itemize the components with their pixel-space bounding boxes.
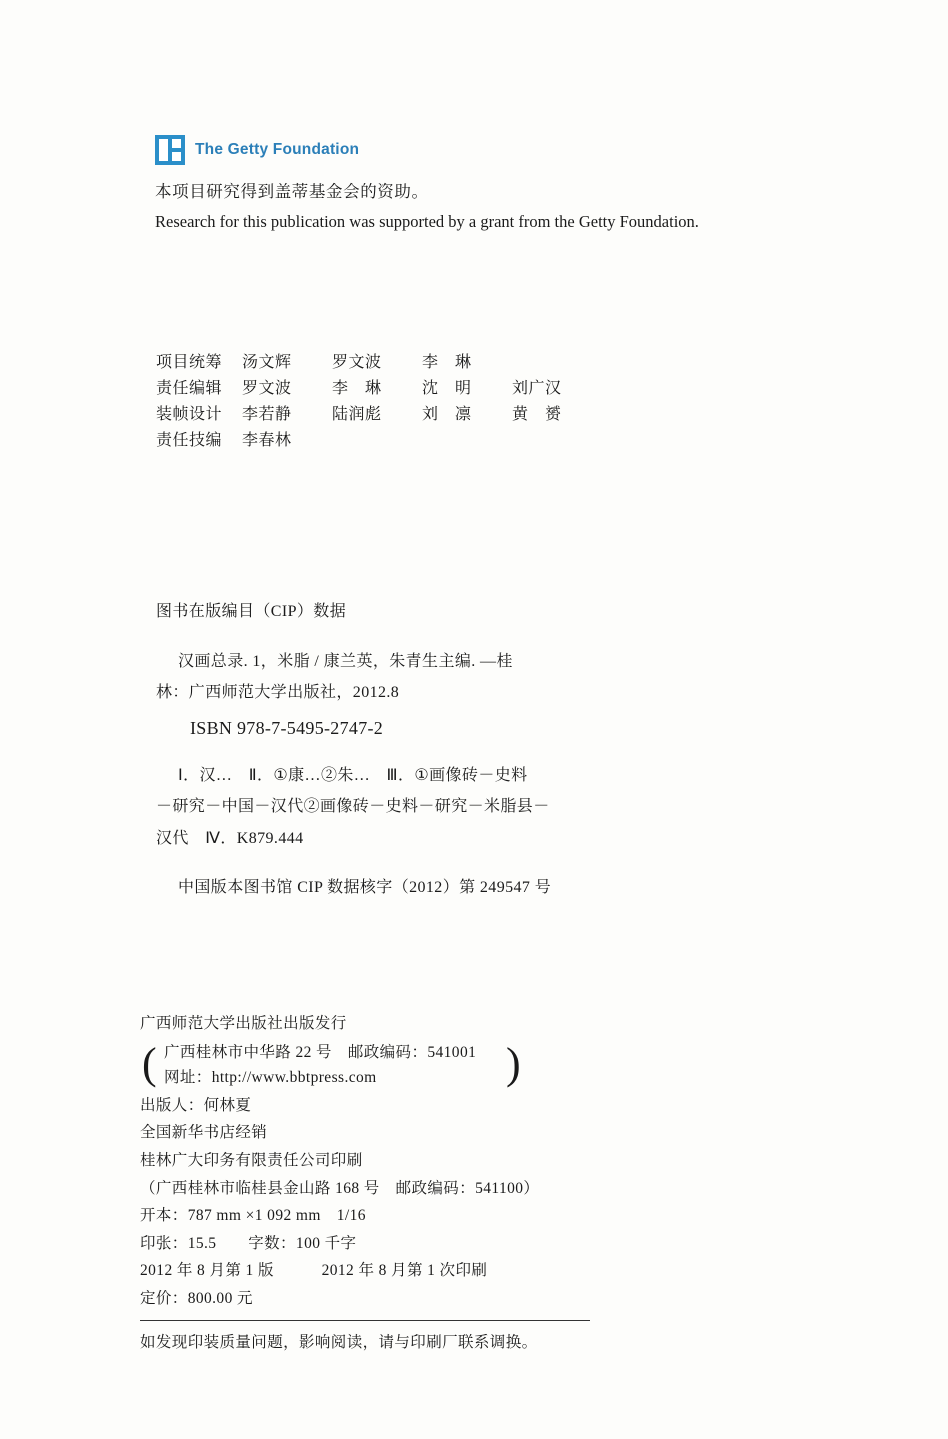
credit-row xyxy=(156,402,756,428)
publisher-contact-group xyxy=(140,1040,800,1090)
getty-grant-text-cn: 本项目研究得到盖蒂基金会的资助。 xyxy=(155,182,429,201)
cip-classification-line-2: －研究－中国－汉代②画像砖－史料－研究－米脂县－ xyxy=(156,798,550,816)
isbn: ISBN 978-7-5495-2747-2 xyxy=(190,717,384,738)
credit-label: 责任技编 xyxy=(156,431,223,449)
credit-names xyxy=(242,402,602,428)
publisher-line: 广西师范大学出版社出版发行 xyxy=(140,1015,347,1032)
publisher-contact-lines xyxy=(164,1040,476,1090)
credit-names xyxy=(242,376,602,402)
credit-name: 罗文波 xyxy=(242,379,292,397)
quality-notice: 如发现印装质量问题，影响阅读，请与印刷厂联系调换。 xyxy=(140,1334,538,1352)
credit-row xyxy=(156,376,756,402)
credit-name: 李春林 xyxy=(242,431,292,449)
credit-name: 李 琳 xyxy=(422,354,472,371)
printer-address-line: （广西桂林市临桂县金山路 168 号 邮政编码：541100） xyxy=(140,1179,540,1197)
paren-left: ( xyxy=(142,1038,158,1088)
getty-logo-row xyxy=(155,130,795,170)
credit-name: 陆润彪 xyxy=(332,405,382,423)
credit-names xyxy=(242,350,512,376)
credit-row xyxy=(156,350,756,376)
credit-name: 黄 赟 xyxy=(512,405,562,423)
getty-acknowledgement xyxy=(155,130,795,236)
credit-name: 罗文波 xyxy=(332,354,382,371)
cip-title: 图书在版编目（CIP）数据 xyxy=(156,603,347,620)
edition-line: 2012 年 8 月第 1 版 2012 年 8 月第 1 次印刷 xyxy=(140,1262,488,1280)
production-credits xyxy=(156,350,756,454)
cip-entry-line-2: 林：广西师范大学出版社，2012.8 xyxy=(156,684,400,702)
credit-label: 责任编辑 xyxy=(156,379,223,397)
getty-logo-icon xyxy=(155,135,185,165)
credit-names xyxy=(242,428,332,454)
cip-registration-number: 中国版本图书馆 CIP 数据核字（2012）第 249547 号 xyxy=(178,879,552,897)
sheets-line: 印张：15.5 字数：100 千字 xyxy=(140,1234,357,1252)
credit-name: 李 琳 xyxy=(332,379,382,397)
credit-row xyxy=(156,428,756,454)
publisher-address: 广西桂林市中华路 22 号 邮政编码：541001 xyxy=(164,1043,477,1061)
cip-block xyxy=(156,598,776,902)
cip-classification-line-1: Ⅰ．汉… Ⅱ．①康…②朱… Ⅲ．①画像砖－史料 xyxy=(178,766,528,784)
printer-line: 桂林广大印务有限责任公司印刷 xyxy=(140,1151,363,1169)
getty-grant-text-en: Research for this publication was supported by a grant from the Getty Foundation. xyxy=(155,212,699,232)
cip-classification-line-3: 汉代 Ⅳ．K879.444 xyxy=(156,829,304,847)
credit-label: 项目统筹 xyxy=(156,354,223,371)
distribution-line: 全国新华书店经销 xyxy=(140,1124,268,1142)
price-line: 定价：800.00 元 xyxy=(140,1289,253,1307)
credit-name: 刘广汉 xyxy=(512,379,562,397)
credit-name: 李若静 xyxy=(242,405,292,423)
publisher-website: 网址：http://www.bbtpress.com xyxy=(164,1068,377,1086)
credit-name: 汤文辉 xyxy=(242,354,292,371)
cip-entry-line-1: 汉画总录. 1，米脂 / 康兰英，朱青生主编. —桂 xyxy=(178,652,513,670)
credit-name: 沈 明 xyxy=(422,379,472,397)
credit-name: 刘 凛 xyxy=(422,405,472,423)
getty-foundation-label: The Getty Foundation xyxy=(195,141,360,158)
paren-right: ) xyxy=(506,1038,522,1088)
divider xyxy=(140,1320,590,1321)
credit-label: 装帧设计 xyxy=(156,405,223,423)
colophon-block xyxy=(140,1010,800,1357)
publisher-person: 出版人：何林夏 xyxy=(140,1096,252,1114)
format-line: 开本：787 mm ×1 092 mm 1/16 xyxy=(140,1207,366,1225)
